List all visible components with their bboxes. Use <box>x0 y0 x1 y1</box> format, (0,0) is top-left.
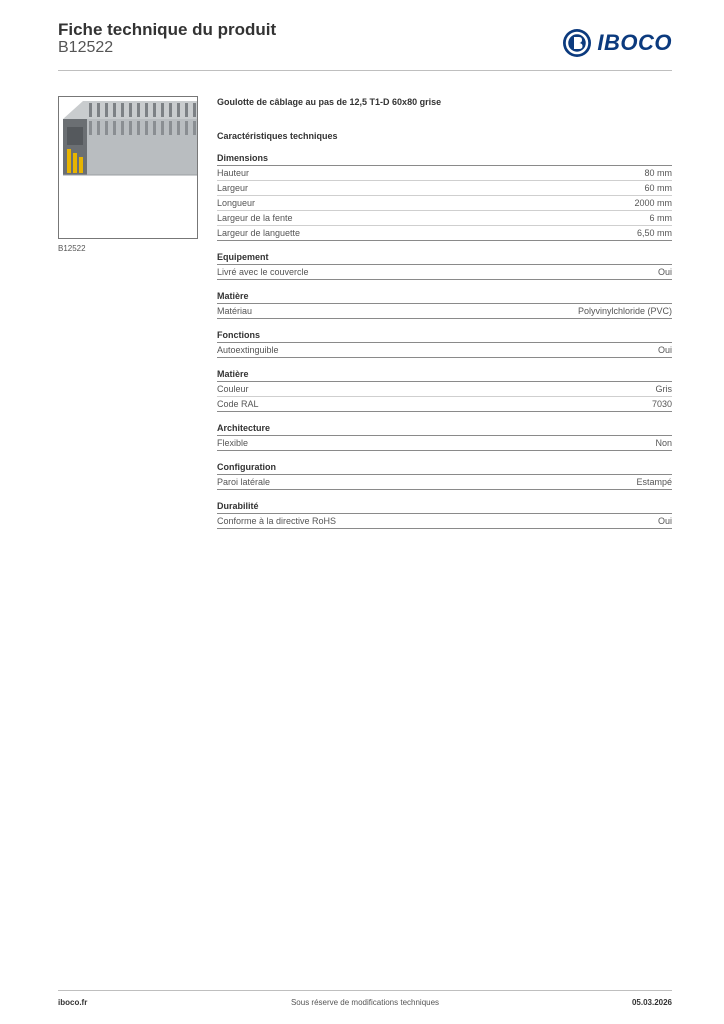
spec-row-paroi-laterale <box>217 475 672 490</box>
section-architecture <box>217 422 672 451</box>
spec-label: Flexible <box>217 438 249 448</box>
section-equipement <box>217 251 672 280</box>
spec-label: Matériau <box>217 306 253 316</box>
spec-label: Largeur de languette <box>217 228 301 238</box>
spec-value: Gris <box>655 384 672 394</box>
iboco-logo <box>563 27 672 59</box>
spec-label: Longueur <box>217 198 256 208</box>
spec-content <box>217 96 672 529</box>
section-title: Configuration <box>217 461 672 475</box>
product-code: B12522 <box>58 39 114 56</box>
spec-label: Hauteur <box>217 168 250 178</box>
logo-text: IBOCO <box>597 30 672 55</box>
section-dimensions <box>217 152 672 241</box>
spec-row-longueur <box>217 196 672 211</box>
section-title: Dimensions <box>217 152 672 166</box>
spec-row-flexible <box>217 436 672 451</box>
spec-value: Estampé <box>636 477 672 487</box>
specs-heading: Caractéristiques techniques <box>217 131 338 141</box>
spec-label: Autoextinguible <box>217 345 279 355</box>
product-image <box>58 96 198 239</box>
spec-row-couleur <box>217 382 672 397</box>
page-header <box>58 20 672 71</box>
spec-value: 6,50 mm <box>636 228 672 238</box>
section-title: Architecture <box>217 422 672 436</box>
footer-date: 05.03.2026 <box>631 998 672 1007</box>
spec-row-largeur-fente <box>217 211 672 226</box>
section-title: Equipement <box>217 251 672 265</box>
spec-label: Conforme à la directive RoHS <box>217 516 337 526</box>
section-title: Matière <box>217 368 672 382</box>
spec-label: Code RAL <box>217 399 259 409</box>
section-title: Fonctions <box>217 329 672 343</box>
spec-row-code-ral <box>217 397 672 412</box>
spec-value: Polyvinylchloride (PVC) <box>577 306 672 316</box>
spec-value: Oui <box>657 267 672 277</box>
footer-website-link[interactable]: iboco.fr <box>58 998 88 1007</box>
section-matiere-couleur <box>217 368 672 412</box>
spec-row-autoextinguible <box>217 343 672 358</box>
cable-duct-illustration <box>59 97 197 238</box>
spec-label: Couleur <box>217 384 249 394</box>
spec-value: Non <box>655 438 672 448</box>
spec-value: Oui <box>657 345 672 355</box>
spec-row-couvercle <box>217 265 672 280</box>
spec-label: Largeur de la fente <box>217 213 293 223</box>
section-title: Matière <box>217 290 672 304</box>
section-fonctions <box>217 329 672 358</box>
section-matiere <box>217 290 672 319</box>
spec-value: 80 mm <box>644 168 672 178</box>
spec-value: 6 mm <box>649 213 672 223</box>
spec-value: Oui <box>657 516 672 526</box>
spec-value: 2000 mm <box>634 198 672 208</box>
spec-value: 60 mm <box>644 183 672 193</box>
logo-mark-icon <box>563 29 591 57</box>
footer-notice: Sous réserve de modifications techniques <box>290 998 440 1007</box>
spec-row-hauteur <box>217 166 672 181</box>
spec-label: Livré avec le couvercle <box>217 267 309 277</box>
spec-row-rohs <box>217 514 672 529</box>
image-caption: B12522 <box>58 244 86 253</box>
spec-row-largeur <box>217 181 672 196</box>
page-title: Fiche technique du produit <box>58 20 277 39</box>
product-name: Goulotte de câblage au pas de 12,5 T1-D 60x80 grise <box>217 97 442 107</box>
spec-label: Largeur <box>217 183 249 193</box>
section-durabilite <box>217 500 672 529</box>
spec-row-largeur-languette <box>217 226 672 241</box>
spec-value: 7030 <box>651 399 672 409</box>
spec-label: Paroi latérale <box>217 477 271 487</box>
page-footer <box>58 990 672 1011</box>
section-configuration <box>217 461 672 490</box>
spec-row-materiau <box>217 304 672 319</box>
section-title: Durabilité <box>217 500 672 514</box>
